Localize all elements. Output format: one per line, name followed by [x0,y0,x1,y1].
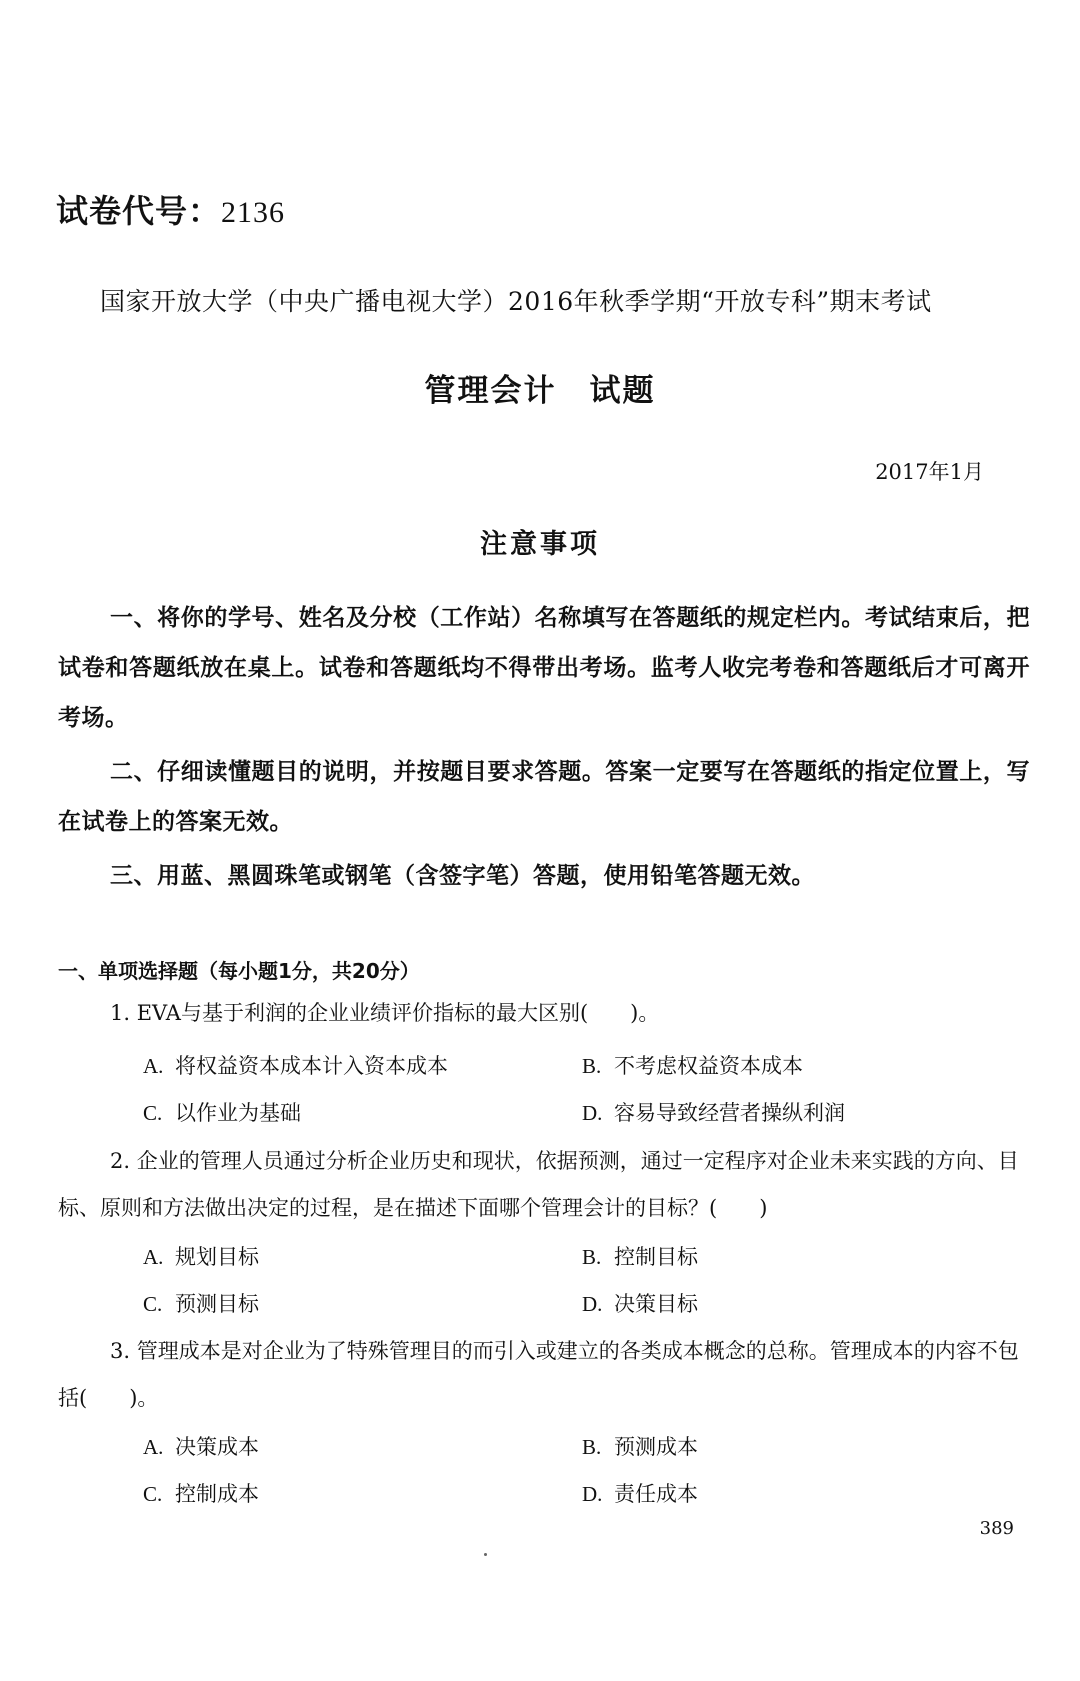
question-1-option-a: A. 将权益资本成本计入资本成本 [143,1054,448,1078]
subject-title: 管理会计 试题 [424,373,656,409]
paper-code-number: 2136 [221,196,286,229]
paper-code [56,186,285,232]
exam-title: 国家开放大学（中央广播电视大学）2016年秋季学期“开放专科”期末考试 [100,287,932,316]
notice-item: 二、仔细读懂题目的说明，并按题目要求答题。答案一定要写在答题纸的指定位置上，写在试卷上的答案无效。 [58,759,1030,835]
question-2-option-a: A. 规划目标 [143,1245,259,1269]
page-number: 389 [979,1518,1014,1539]
question-2-option-d: D. 决策目标 [582,1292,698,1316]
notice-item: 三、用蓝、黑圆珠笔或钢笔（含签字笔）答题，使用铅笔答题无效。 [110,863,815,889]
paper-code-label: 试卷代号： [56,192,222,230]
notice-item: 一、将你的学号、姓名及分校（工作站）名称填写在答题纸的规定栏内。考试结束后，把试卷和答题纸放在桌上。试卷和答题纸均不得带出考场。监考人收完考卷和答题纸后才可离开考场。 [58,605,1030,731]
notice-list [58,593,1030,901]
question-2-option-c: C. 预测目标 [143,1292,259,1316]
question-3-option-b: B. 预测成本 [582,1435,698,1459]
question-1-option-d: D. 容易导致经营者操纵利润 [582,1101,845,1125]
exam-date: 2017年1月 [875,460,984,484]
scan-speck [484,1553,487,1556]
question-2-option-b: B. 控制目标 [582,1245,698,1269]
question-3-option-d: D. 责任成本 [582,1482,698,1506]
section-title: 一、单项选择题（每小题1分，共20分） [58,959,420,983]
question-3-option-a: A. 决策成本 [143,1435,259,1459]
question-1-option-c: C. 以作业为基础 [143,1101,301,1125]
question-2-stem: 2. 企业的管理人员通过分析企业历史和现状，依据预测，通过一定程序对企业未来实践的方向、目标、原则和方法做出决定的过程，是在描述下面哪个管理会计的目标？( ) [58,1149,1019,1220]
question-3-stem: 3. 管理成本是对企业为了特殊管理目的而引入或建立的各类成本概念的总称。管理成本的内容不包括( )。 [58,1339,1019,1410]
notice-title: 注意事项 [480,529,600,560]
question-1-option-b: B. 不考虑权益资本成本 [582,1054,803,1078]
question-3-option-c: C. 控制成本 [143,1482,259,1506]
question-1-stem: 1. EVA与基于利润的企业业绩评价指标的最大区别( )。 [110,1001,660,1025]
